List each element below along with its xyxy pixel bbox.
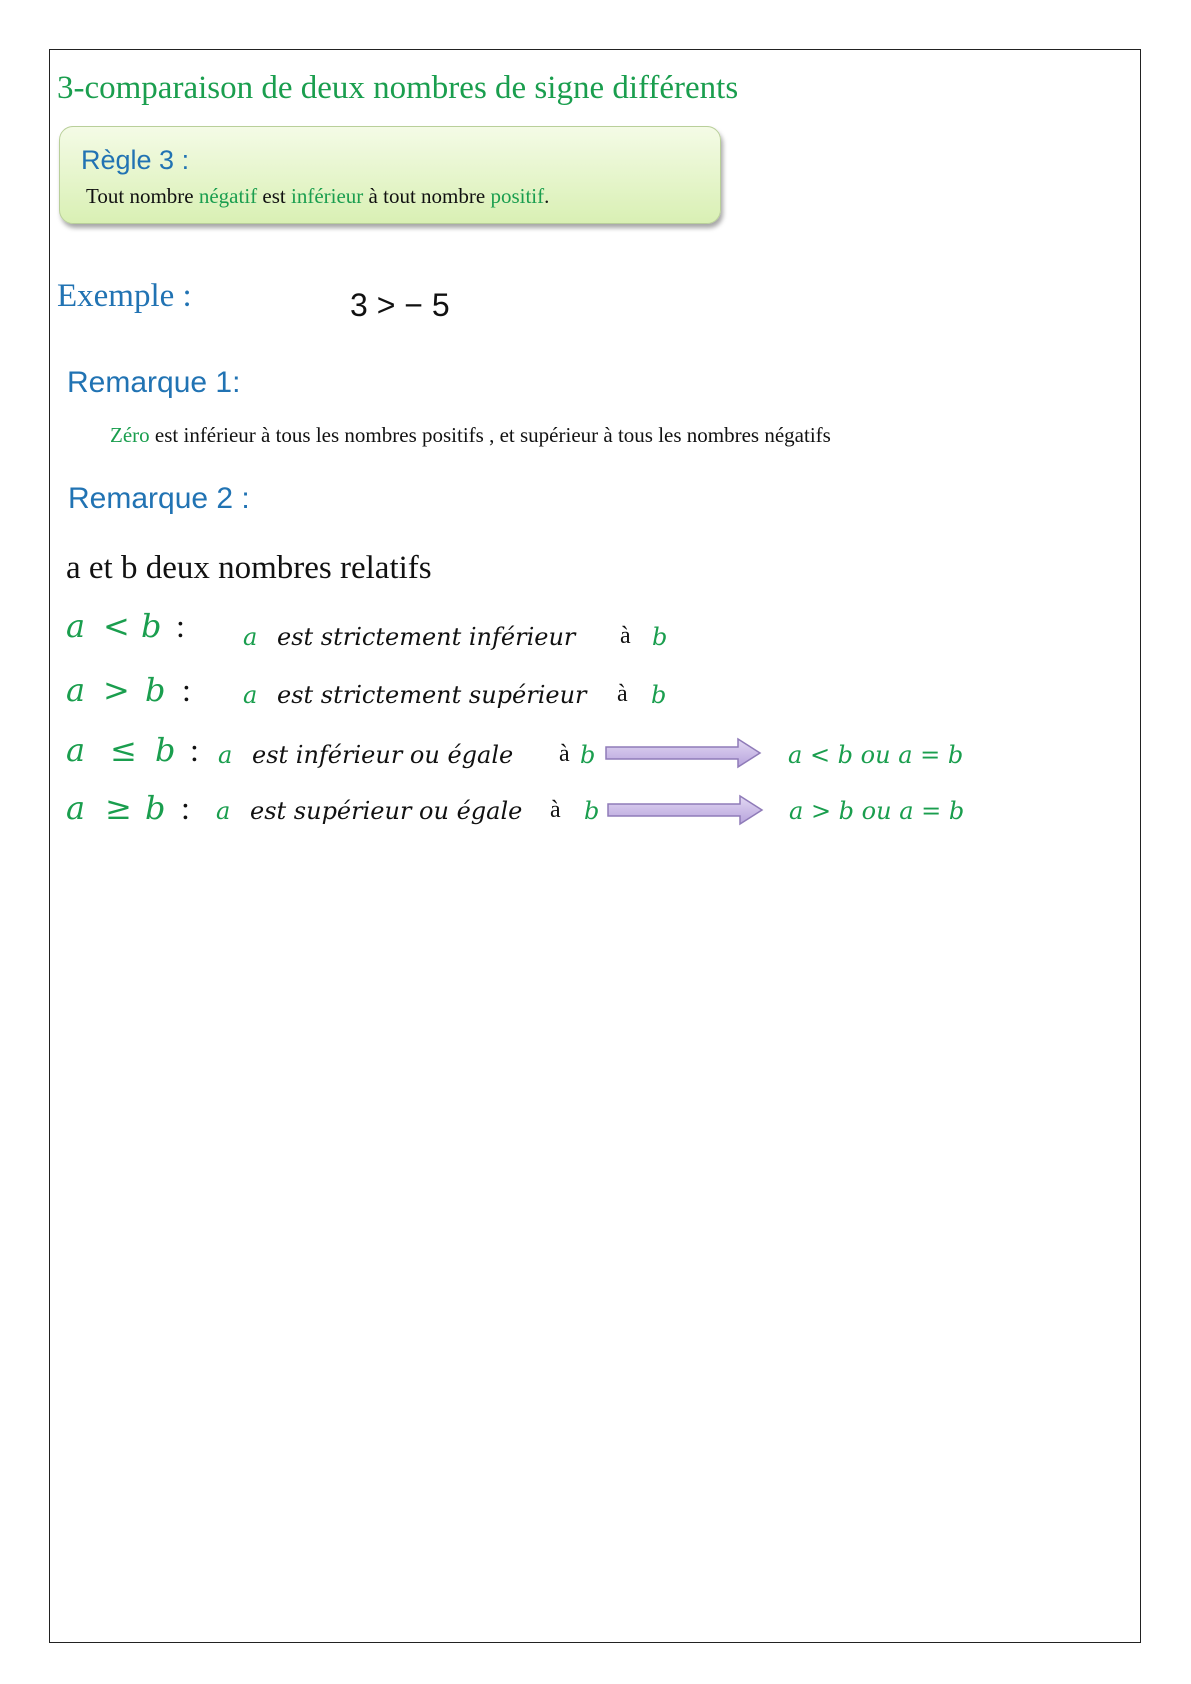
line1-op: <: [103, 607, 130, 645]
rule-text-part: à tout nombre: [363, 184, 491, 208]
line2-sym-b: b: [145, 671, 166, 709]
line1-colon: :: [176, 608, 185, 644]
line4-op: ≥: [105, 789, 132, 827]
line4-colon: :: [181, 790, 190, 826]
line1-a-word: à: [620, 623, 631, 649]
remark2-title: Remarque 2 :: [68, 482, 250, 515]
line2-description: est strictement supérieur: [277, 681, 587, 709]
rule-text-part: Tout nombre: [86, 184, 199, 208]
line1-b: b: [652, 623, 668, 651]
line4-a-word: à: [550, 797, 561, 823]
line3-sym-a: a: [66, 731, 86, 769]
example-expression: 3 > − 5: [350, 287, 450, 323]
line4-sym-a: a: [66, 789, 86, 827]
remark1-title: Remarque 1:: [67, 366, 241, 399]
line3-b: b: [580, 741, 596, 769]
line1-sym-b: b: [141, 607, 162, 645]
example-label: Exemple :: [57, 278, 192, 314]
line2-op: >: [103, 671, 130, 709]
line1-description: est strictement inférieur: [277, 623, 576, 651]
line2-colon: :: [182, 672, 191, 708]
line2-sym-a: a: [66, 671, 86, 709]
line1-sym-a: a: [66, 607, 86, 645]
line3-sym-b: b: [155, 731, 176, 769]
line3-result: a < b ou a = b: [788, 741, 964, 769]
line3-colon: :: [190, 732, 199, 768]
remark1-zero: Zéro: [110, 423, 150, 447]
line2-b: b: [651, 681, 667, 709]
rule-title: Règle 3 :: [81, 145, 190, 175]
line3-a: a: [218, 741, 233, 769]
line4-b: b: [584, 797, 600, 825]
section-title: 3-comparaison de deux nombres de signe différents: [57, 70, 739, 106]
remark1-body: est inférieur à tous les nombres positifs , et supérieur à tous les nombres négatifs: [149, 423, 831, 447]
rule-keyword-negatif: négatif: [198, 184, 258, 208]
line4-result: a > b ou a = b: [789, 797, 965, 825]
line2-a: a: [243, 681, 258, 709]
rule-keyword-positif: positif: [490, 184, 545, 208]
remark2-intro: a et b deux nombres relatifs: [66, 550, 432, 586]
line4-description: est supérieur ou égale: [250, 797, 523, 825]
line3-description: est inférieur ou égale: [252, 741, 514, 769]
line3-arrow-icon: [604, 736, 764, 770]
line4-sym-b: b: [145, 789, 166, 827]
line3-op: ≤: [110, 731, 137, 769]
page-frame: [49, 49, 1141, 1643]
rule-text: [86, 184, 549, 209]
line2-a-word: à: [617, 681, 628, 707]
rule-text-part: .: [544, 184, 550, 208]
line3-a-word: à: [559, 741, 570, 767]
rule-keyword-inferieur: inférieur: [291, 184, 364, 208]
line4-arrow-icon: [606, 793, 766, 827]
line1-a: a: [243, 623, 258, 651]
remark1-text: [110, 423, 831, 448]
rule-text-part: est: [257, 184, 291, 208]
line4-a: a: [216, 797, 231, 825]
